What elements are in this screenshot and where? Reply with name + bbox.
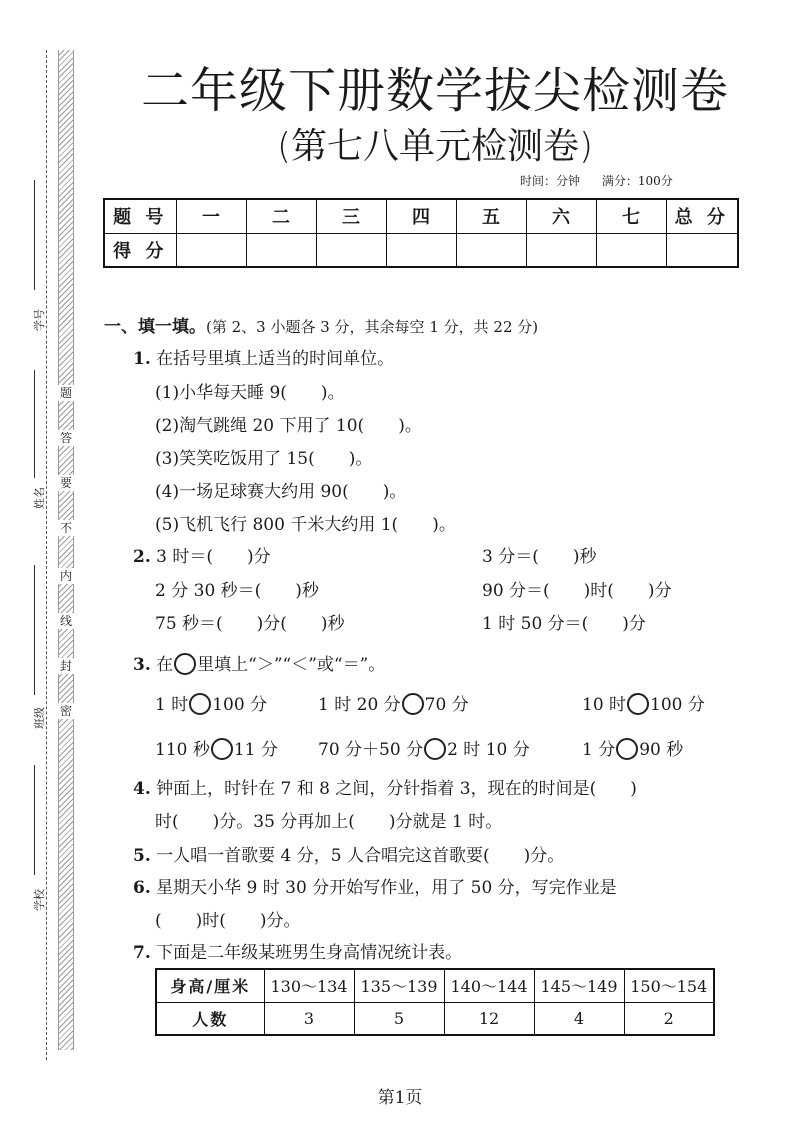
question-2-item: 3 时＝( )分 <box>156 547 271 567</box>
seal-char: 答 <box>59 431 72 445</box>
binding-rule-1 <box>34 180 35 290</box>
question-number: 7. <box>133 943 151 963</box>
count-cell: 2 <box>624 1002 714 1035</box>
binding-rule-4 <box>34 765 35 875</box>
question-number: 6. <box>133 878 151 898</box>
question-text: 在括号里填上适当的时间单位。 <box>156 349 395 369</box>
compare-item <box>318 735 530 760</box>
page-title: 二年级下册数学拔尖检测卷 <box>140 63 729 119</box>
count-table-label: 人数 <box>156 1002 264 1035</box>
score-table-cell: 六 <box>526 199 596 233</box>
question-number: 4. <box>133 779 151 799</box>
compare-right: 2 时 10 分 <box>447 740 530 760</box>
binding-label-class: 班级 <box>33 707 46 729</box>
seal-char: 封 <box>59 659 72 673</box>
question-5 <box>133 841 564 866</box>
binding-label-school: 学校 <box>33 889 46 911</box>
section-note: (第 2、3 小题各 3 分，其余每空 1 分，共 22 分) <box>206 318 539 336</box>
page-subtitle: (第七八单元检测卷) <box>276 126 594 167</box>
score-table-cell: 七 <box>596 199 666 233</box>
height-range-cell: 135～139 <box>354 969 444 1002</box>
question-text: 里填上“＞”“＜”或“＝”。 <box>197 655 386 675</box>
score-table-cell: 总 分 <box>666 199 738 233</box>
question-1-item: (4)一场足球赛大约用 90( )。 <box>155 482 407 502</box>
compare-right: 100 分 <box>212 695 268 715</box>
binding-rule-2 <box>34 370 35 478</box>
height-range-cell: 140～144 <box>444 969 534 1002</box>
count-cell: 5 <box>354 1002 444 1035</box>
score-table-score-row <box>104 233 738 267</box>
binding-label-name: 姓名 <box>33 487 46 509</box>
score-table-cell: 五 <box>456 199 526 233</box>
score-table-header-row <box>104 199 738 233</box>
question-text: 一人唱一首歌要 4 分，5 人合唱完这首歌要( )分。 <box>156 846 565 866</box>
score-entry-cell[interactable] <box>526 233 596 267</box>
height-table-label: 身高/厘米 <box>156 969 264 1002</box>
question-2-item: 75 秒＝( )分( )秒 <box>155 614 345 634</box>
seal-char: 题 <box>59 386 72 400</box>
question-1-item: (5)飞机飞行 800 千米大约用 1( )。 <box>155 515 456 535</box>
score-entry-cell[interactable] <box>666 233 738 267</box>
score-table-cell: 四 <box>386 199 456 233</box>
compare-item <box>582 690 705 715</box>
score-table <box>103 198 739 268</box>
score-entry-cell[interactable] <box>176 233 246 267</box>
score-table-cell: 题 号 <box>104 199 176 233</box>
question-number: 1. <box>133 349 151 369</box>
height-range-cell: 145～149 <box>534 969 624 1002</box>
score-entry-cell[interactable] <box>596 233 666 267</box>
count-cell: 3 <box>264 1002 354 1035</box>
question-4-line2: 时( )分。35 分再加上( )分就是 1 时。 <box>155 812 503 832</box>
question-number: 3. <box>133 655 151 675</box>
height-range-cell: 130～134 <box>264 969 354 1002</box>
circle-blank-icon <box>174 653 196 675</box>
question-1-item: (1)小华每天睡 9( )。 <box>155 383 345 403</box>
time-label: 时间：分钟 <box>520 174 581 188</box>
question-text: 下面是二年级某班男生身高情况统计表。 <box>156 943 463 963</box>
count-cell: 12 <box>444 1002 534 1035</box>
score-table-cell: 三 <box>316 199 386 233</box>
score-table-cell: 二 <box>246 199 316 233</box>
compare-circle[interactable] <box>627 693 649 715</box>
compare-item <box>582 735 683 760</box>
binding-rule-3 <box>34 565 35 695</box>
question-2-item: 3 分＝( )秒 <box>482 547 597 567</box>
height-range-cell: 150～154 <box>624 969 714 1002</box>
question-2 <box>133 542 271 567</box>
question-text: 钟面上，时针在 7 和 8 之间，分针指着 3，现在的时间是( ) <box>156 779 637 799</box>
score-entry-cell[interactable] <box>246 233 316 267</box>
seal-char: 不 <box>59 521 72 535</box>
height-table <box>155 968 715 1036</box>
compare-circle[interactable] <box>189 693 211 715</box>
binding-strip <box>58 50 74 1050</box>
question-2-item: 90 分＝( )时( )分 <box>482 581 672 601</box>
count-table-row <box>156 1002 714 1035</box>
compare-right: 70 分 <box>424 695 469 715</box>
binding-label-student-id: 学号 <box>33 309 46 331</box>
compare-right: 90 秒 <box>639 740 684 760</box>
score-entry-cell[interactable] <box>456 233 526 267</box>
score-entry-cell[interactable] <box>316 233 386 267</box>
exam-meta <box>520 172 691 189</box>
compare-item <box>155 690 267 715</box>
section-heading <box>104 312 538 337</box>
compare-left: 10 时 <box>582 695 627 715</box>
question-1-item: (2)淘气跳绳 20 下用了 10( )。 <box>155 416 422 436</box>
compare-left: 1 时 <box>155 695 189 715</box>
compare-left: 1 分 <box>582 740 616 760</box>
question-number: 5. <box>133 846 151 866</box>
question-1 <box>133 344 394 369</box>
compare-circle[interactable] <box>424 738 446 760</box>
compare-left: 70 分＋50 分 <box>318 740 424 760</box>
seal-char: 内 <box>59 569 72 583</box>
seal-char: 要 <box>59 476 72 490</box>
question-2-item: 2 分 30 秒＝( )秒 <box>155 581 319 601</box>
question-3 <box>133 650 385 675</box>
section-title: 一、填一填。 <box>104 317 206 337</box>
score-entry-cell[interactable] <box>386 233 456 267</box>
question-text: 星期天小华 9 时 30 分开始写作业，用了 50 分，写完作业是 <box>156 878 617 898</box>
compare-circle[interactable] <box>211 738 233 760</box>
question-2-item: 1 时 50 分＝( )分 <box>482 614 646 634</box>
compare-right: 100 分 <box>650 695 705 715</box>
compare-item <box>318 690 469 715</box>
score-table-cell: 得 分 <box>104 233 176 267</box>
height-table-row <box>156 969 714 1002</box>
full-score-label: 满分：100分 <box>601 174 673 188</box>
question-6-line2: ( )时( )分。 <box>155 911 301 931</box>
compare-circle[interactable] <box>616 738 638 760</box>
page-number: 第1页 <box>377 1088 423 1108</box>
question-text: 在 <box>156 655 174 675</box>
question-6 <box>133 873 617 898</box>
question-4 <box>133 774 637 799</box>
compare-right: 11 分 <box>233 740 278 760</box>
compare-circle[interactable] <box>402 693 424 715</box>
compare-left: 110 秒 <box>155 740 210 760</box>
seal-char: 密 <box>59 704 72 718</box>
seal-char: 线 <box>59 614 72 628</box>
question-7 <box>133 938 462 963</box>
compare-item <box>155 735 278 760</box>
question-number: 2. <box>133 547 151 567</box>
question-1-item: (3)笑笑吃饭用了 15( )。 <box>155 449 373 469</box>
compare-left: 1 时 20 分 <box>318 695 401 715</box>
score-table-cell: 一 <box>176 199 246 233</box>
count-cell: 4 <box>534 1002 624 1035</box>
